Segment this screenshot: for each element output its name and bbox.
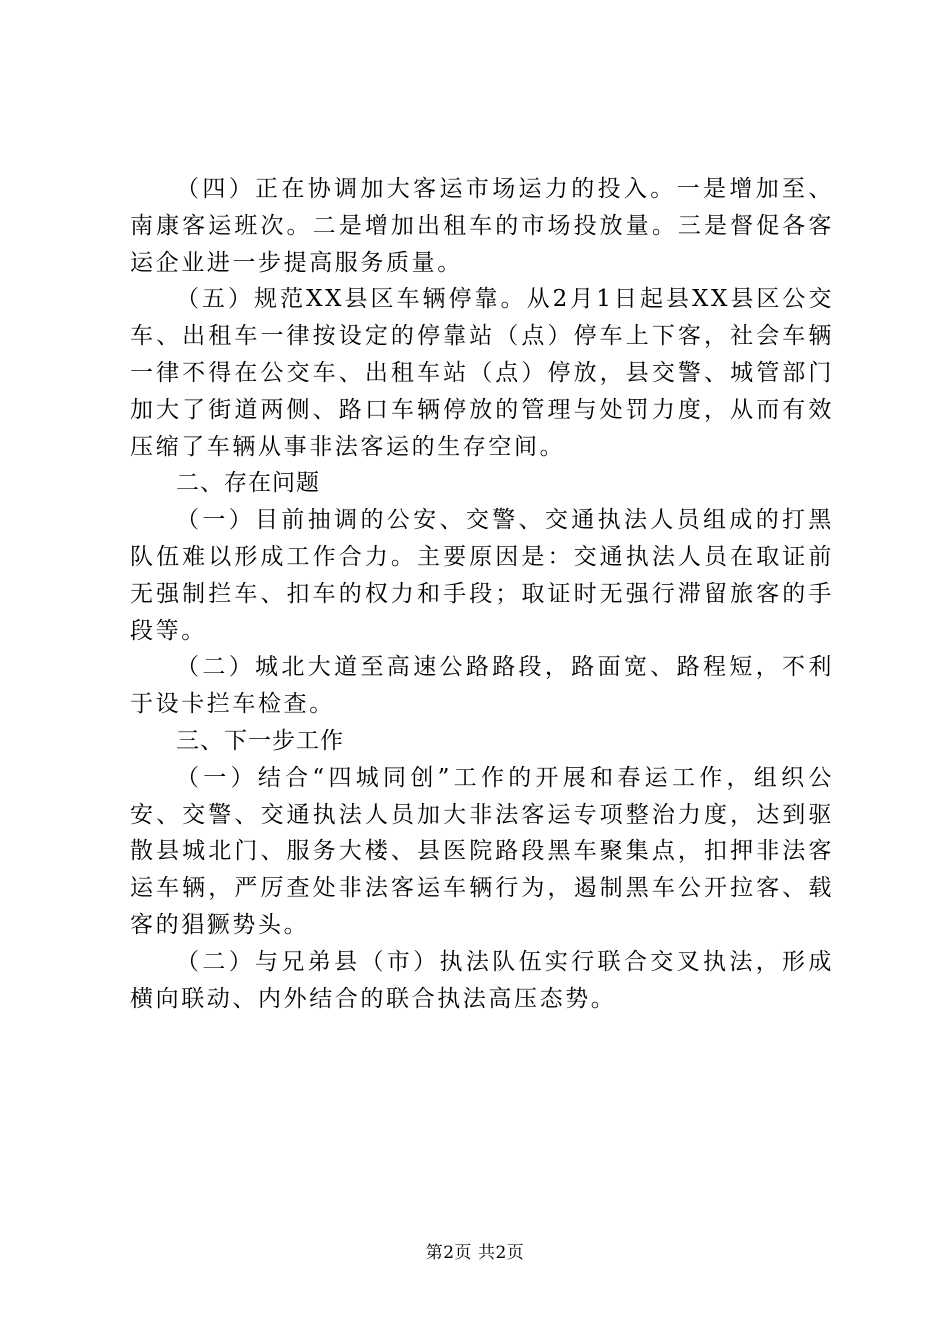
paragraph-section-one-item-five: （五）规范XX县区车辆停靠。从2月1日起县XX县区公交车、出租车一律按设定的停靠站（点）停车上下客，社会车辆一律不得在公交车、出租车站（点）停放，县交警、城管部门加大了街道两侧、路口车辆停放的管理与处罚力度，从而有效压缩了车辆从事非法客运的生存空间。	[130, 286, 834, 460]
document-body	[130, 171, 834, 1017]
section-heading-problems: 二、存在问题	[176, 470, 320, 497]
paragraph-next-steps-item-two: （二）与兄弟县（市）执法队伍实行联合交叉执法，形成横向联动、内外结合的联合执法高压态势。	[130, 948, 834, 1012]
paragraph-section-one-item-four: （四）正在协调加大客运市场运力的投入。一是增加至、南康客运班次。二是增加出租车的市场投放量。三是督促各客运企业进一步提高服务质量。	[130, 176, 834, 276]
paragraph-next-steps-item-one: （一）结合“四城同创”工作的开展和春运工作，组织公安、交警、交通执法人员加大非法客运专项整治力度，达到驱散县城北门、服务大楼、县医院路段黑车聚集点，扣押非法客运车辆，严厉查处非法客运车辆行为，遏制黑车公开拉客、载客的猖獗势头。	[130, 764, 834, 938]
page-footer: 第2页 共2页	[425, 1243, 525, 1263]
paragraph-problems-item-two: （二）城北大道至高速公路路段，路面宽、路程短，不利于设卡拦车检查。	[130, 654, 834, 718]
section-heading-next-steps: 三、下一步工作	[176, 727, 344, 754]
paragraph-problems-item-one: （一）目前抽调的公安、交警、交通执法人员组成的打黑队伍难以形成工作合力。主要原因是：交通执法人员在取证前无强制拦车、扣车的权力和手段；取证时无强行滞留旅客的手段等。	[130, 507, 834, 644]
